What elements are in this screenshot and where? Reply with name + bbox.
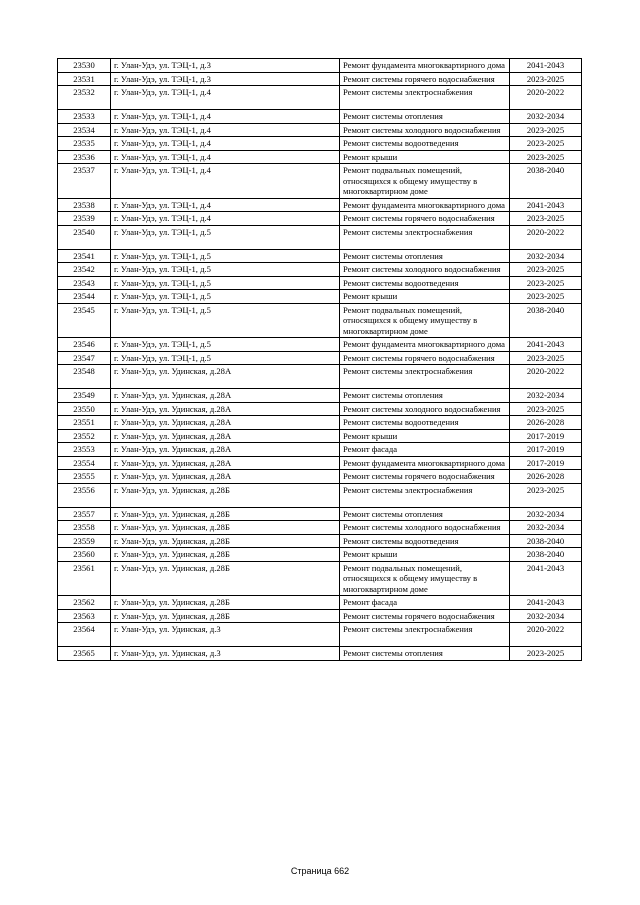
record-number: 23540 [58,225,111,249]
record-number: 23542 [58,263,111,277]
work-type-cell: Ремонт системы электроснабжения [340,225,510,249]
period-cell: 2041-2043 [510,59,582,73]
address-cell: г. Улан-Удэ, ул. Удинская, д.28Б [111,521,340,535]
record-number: 23554 [58,456,111,470]
address-cell: г. Улан-Удэ, ул. ТЭЦ-1, д.3 [111,59,340,73]
address-cell: г. Улан-Удэ, ул. Удинская, д.28Б [111,507,340,521]
table-row [58,429,582,443]
record-number: 23559 [58,534,111,548]
table-row [58,402,582,416]
period-cell: 2023-2025 [510,276,582,290]
table-row [58,225,582,249]
period-cell: 2032-2034 [510,521,582,535]
period-cell: 2020-2022 [510,623,582,647]
record-number: 23561 [58,561,111,596]
period-cell: 2017-2019 [510,429,582,443]
address-cell: г. Улан-Удэ, ул. Удинская, д.28А [111,402,340,416]
address-cell: г. Улан-Удэ, ул. ТЭЦ-1, д.5 [111,249,340,263]
period-cell: 2023-2025 [510,290,582,304]
work-type-cell: Ремонт системы водоотведения [340,416,510,430]
record-number: 23539 [58,212,111,226]
address-cell: г. Улан-Удэ, ул. Удинская, д.3 [111,623,340,647]
record-number: 23564 [58,623,111,647]
record-number: 23544 [58,290,111,304]
address-cell: г. Улан-Удэ, ул. ТЭЦ-1, д.5 [111,303,340,338]
address-cell: г. Улан-Удэ, ул. ТЭЦ-1, д.4 [111,150,340,164]
work-type-cell: Ремонт системы горячего водоснабжения [340,212,510,226]
table-row [58,59,582,73]
address-cell: г. Улан-Удэ, ул. ТЭЦ-1, д.5 [111,225,340,249]
table-row [58,338,582,352]
table-row [58,456,582,470]
repair-schedule-table [57,58,582,661]
period-cell: 2038-2040 [510,303,582,338]
address-cell: г. Улан-Удэ, ул. ТЭЦ-1, д.4 [111,212,340,226]
record-number: 23551 [58,416,111,430]
address-cell: г. Улан-Удэ, ул. Удинская, д.28А [111,470,340,484]
record-number: 23533 [58,110,111,124]
table-row [58,123,582,137]
period-cell: 2017-2019 [510,456,582,470]
table-row [58,365,582,389]
address-cell: г. Улан-Удэ, ул. ТЭЦ-1, д.4 [111,86,340,110]
record-number: 23549 [58,389,111,403]
table-row [58,303,582,338]
table-row [58,561,582,596]
period-cell: 2032-2034 [510,249,582,263]
period-cell: 2017-2019 [510,443,582,457]
address-cell: г. Улан-Удэ, ул. Удинская, д.28Б [111,534,340,548]
period-cell: 2041-2043 [510,198,582,212]
work-type-cell: Ремонт системы водоотведения [340,534,510,548]
record-number: 23543 [58,276,111,290]
address-cell: г. Улан-Удэ, ул. Удинская, д.28Б [111,561,340,596]
period-cell: 2023-2025 [510,150,582,164]
work-type-cell: Ремонт системы отопления [340,110,510,124]
table-row [58,483,582,507]
record-number: 23560 [58,548,111,562]
work-type-cell: Ремонт системы холодного водоснабжения [340,263,510,277]
period-cell: 2020-2022 [510,86,582,110]
period-cell: 2023-2025 [510,72,582,86]
work-type-cell: Ремонт подвальных помещений, относящихся к общему имуществу в многоквартирном доме [340,164,510,199]
address-cell: г. Улан-Удэ, ул. ТЭЦ-1, д.5 [111,263,340,277]
table-row [58,164,582,199]
work-type-cell: Ремонт подвальных помещений, относящихся к общему имуществу в многоквартирном доме [340,303,510,338]
record-number: 23536 [58,150,111,164]
period-cell: 2023-2025 [510,483,582,507]
table-row [58,137,582,151]
address-cell: г. Улан-Удэ, ул. Удинская, д.28А [111,389,340,403]
table-row [58,72,582,86]
address-cell: г. Улан-Удэ, ул. ТЭЦ-1, д.5 [111,351,340,365]
period-cell: 2020-2022 [510,365,582,389]
work-type-cell: Ремонт системы горячего водоснабжения [340,609,510,623]
work-type-cell: Ремонт системы горячего водоснабжения [340,351,510,365]
work-type-cell: Ремонт системы водоотведения [340,137,510,151]
table-row [58,534,582,548]
work-type-cell: Ремонт крыши [340,429,510,443]
table-row [58,521,582,535]
work-type-cell: Ремонт фундамента многоквартирного дома [340,59,510,73]
table-row [58,596,582,610]
table-row [58,416,582,430]
address-cell: г. Улан-Удэ, ул. ТЭЦ-1, д.3 [111,72,340,86]
address-cell: г. Улан-Удэ, ул. Удинская, д.28Б [111,609,340,623]
record-number: 23550 [58,402,111,416]
period-cell: 2020-2022 [510,225,582,249]
table-row [58,290,582,304]
work-type-cell: Ремонт системы горячего водоснабжения [340,470,510,484]
record-number: 23562 [58,596,111,610]
work-type-cell: Ремонт системы электроснабжения [340,365,510,389]
address-cell: г. Улан-Удэ, ул. ТЭЦ-1, д.5 [111,338,340,352]
address-cell: г. Улан-Удэ, ул. ТЭЦ-1, д.5 [111,290,340,304]
period-cell: 2038-2040 [510,534,582,548]
work-type-cell: Ремонт системы горячего водоснабжения [340,72,510,86]
table-row [58,150,582,164]
record-number: 23532 [58,86,111,110]
period-cell: 2023-2025 [510,351,582,365]
table-row [58,609,582,623]
period-cell: 2023-2025 [510,212,582,226]
table-row [58,198,582,212]
address-cell: г. Улан-Удэ, ул. Удинская, д.28А [111,456,340,470]
table-row [58,276,582,290]
work-type-cell: Ремонт фундамента многоквартирного дома [340,338,510,352]
record-number: 23563 [58,609,111,623]
address-cell: г. Улан-Удэ, ул. Удинская, д.28А [111,365,340,389]
record-number: 23538 [58,198,111,212]
address-cell: г. Улан-Удэ, ул. ТЭЦ-1, д.4 [111,137,340,151]
record-number: 23553 [58,443,111,457]
period-cell: 2038-2040 [510,164,582,199]
record-number: 23541 [58,249,111,263]
work-type-cell: Ремонт системы отопления [340,389,510,403]
table-row [58,507,582,521]
address-cell: г. Улан-Удэ, ул. Удинская, д.28А [111,416,340,430]
record-number: 23558 [58,521,111,535]
table-row [58,443,582,457]
address-cell: г. Улан-Удэ, ул. ТЭЦ-1, д.4 [111,164,340,199]
period-cell: 2026-2028 [510,470,582,484]
work-type-cell: Ремонт системы холодного водоснабжения [340,521,510,535]
record-number: 23552 [58,429,111,443]
work-type-cell: Ремонт фасада [340,596,510,610]
work-type-cell: Ремонт крыши [340,290,510,304]
table-row [58,263,582,277]
work-type-cell: Ремонт системы отопления [340,507,510,521]
period-cell: 2023-2025 [510,647,582,661]
address-cell: г. Улан-Удэ, ул. ТЭЦ-1, д.4 [111,198,340,212]
table-row [58,351,582,365]
record-number: 23546 [58,338,111,352]
table-row [58,249,582,263]
table-row [58,623,582,647]
period-cell: 2026-2028 [510,416,582,430]
work-type-cell: Ремонт крыши [340,150,510,164]
record-number: 23548 [58,365,111,389]
period-cell: 2023-2025 [510,123,582,137]
record-number: 23557 [58,507,111,521]
record-number: 23555 [58,470,111,484]
address-cell: г. Улан-Удэ, ул. ТЭЦ-1, д.4 [111,110,340,124]
work-type-cell: Ремонт подвальных помещений, относящихся к общему имуществу в многоквартирном доме [340,561,510,596]
period-cell: 2032-2034 [510,507,582,521]
page-number: Страница 662 [290,866,350,876]
work-type-cell: Ремонт системы электроснабжения [340,623,510,647]
record-number: 23535 [58,137,111,151]
work-type-cell: Ремонт системы отопления [340,647,510,661]
address-cell: г. Улан-Удэ, ул. Удинская, д.28Б [111,483,340,507]
period-cell: 2041-2043 [510,596,582,610]
record-number: 23537 [58,164,111,199]
record-number: 23545 [58,303,111,338]
period-cell: 2041-2043 [510,561,582,596]
address-cell: г. Улан-Удэ, ул. Удинская, д.28Б [111,596,340,610]
table-body [58,59,582,661]
work-type-cell: Ремонт фундамента многоквартирного дома [340,198,510,212]
address-cell: г. Улан-Удэ, ул. Удинская, д.3 [111,647,340,661]
period-cell: 2023-2025 [510,402,582,416]
record-number: 23565 [58,647,111,661]
address-cell: г. Улан-Удэ, ул. ТЭЦ-1, д.5 [111,276,340,290]
period-cell: 2023-2025 [510,137,582,151]
record-number: 23556 [58,483,111,507]
work-type-cell: Ремонт системы электроснабжения [340,86,510,110]
table-row [58,110,582,124]
work-type-cell: Ремонт системы холодного водоснабжения [340,402,510,416]
record-number: 23531 [58,72,111,86]
work-type-cell: Ремонт крыши [340,548,510,562]
address-cell: г. Улан-Удэ, ул. ТЭЦ-1, д.4 [111,123,340,137]
record-number: 23534 [58,123,111,137]
work-type-cell: Ремонт системы холодного водоснабжения [340,123,510,137]
period-cell: 2041-2043 [510,338,582,352]
work-type-cell: Ремонт фундамента многоквартирного дома [340,456,510,470]
table-row [58,389,582,403]
period-cell: 2038-2040 [510,548,582,562]
address-cell: г. Улан-Удэ, ул. Удинская, д.28А [111,443,340,457]
work-type-cell: Ремонт системы отопления [340,249,510,263]
address-cell: г. Улан-Удэ, ул. Удинская, д.28А [111,429,340,443]
period-cell: 2023-2025 [510,263,582,277]
record-number: 23547 [58,351,111,365]
work-type-cell: Ремонт системы электроснабжения [340,483,510,507]
period-cell: 2032-2034 [510,110,582,124]
address-cell: г. Улан-Удэ, ул. Удинская, д.28Б [111,548,340,562]
work-type-cell: Ремонт системы водоотведения [340,276,510,290]
table-row [58,86,582,110]
table-row [58,212,582,226]
period-cell: 2032-2034 [510,609,582,623]
table-row [58,647,582,661]
record-number: 23530 [58,59,111,73]
work-type-cell: Ремонт фасада [340,443,510,457]
period-cell: 2032-2034 [510,389,582,403]
table-row [58,548,582,562]
table-row [58,470,582,484]
